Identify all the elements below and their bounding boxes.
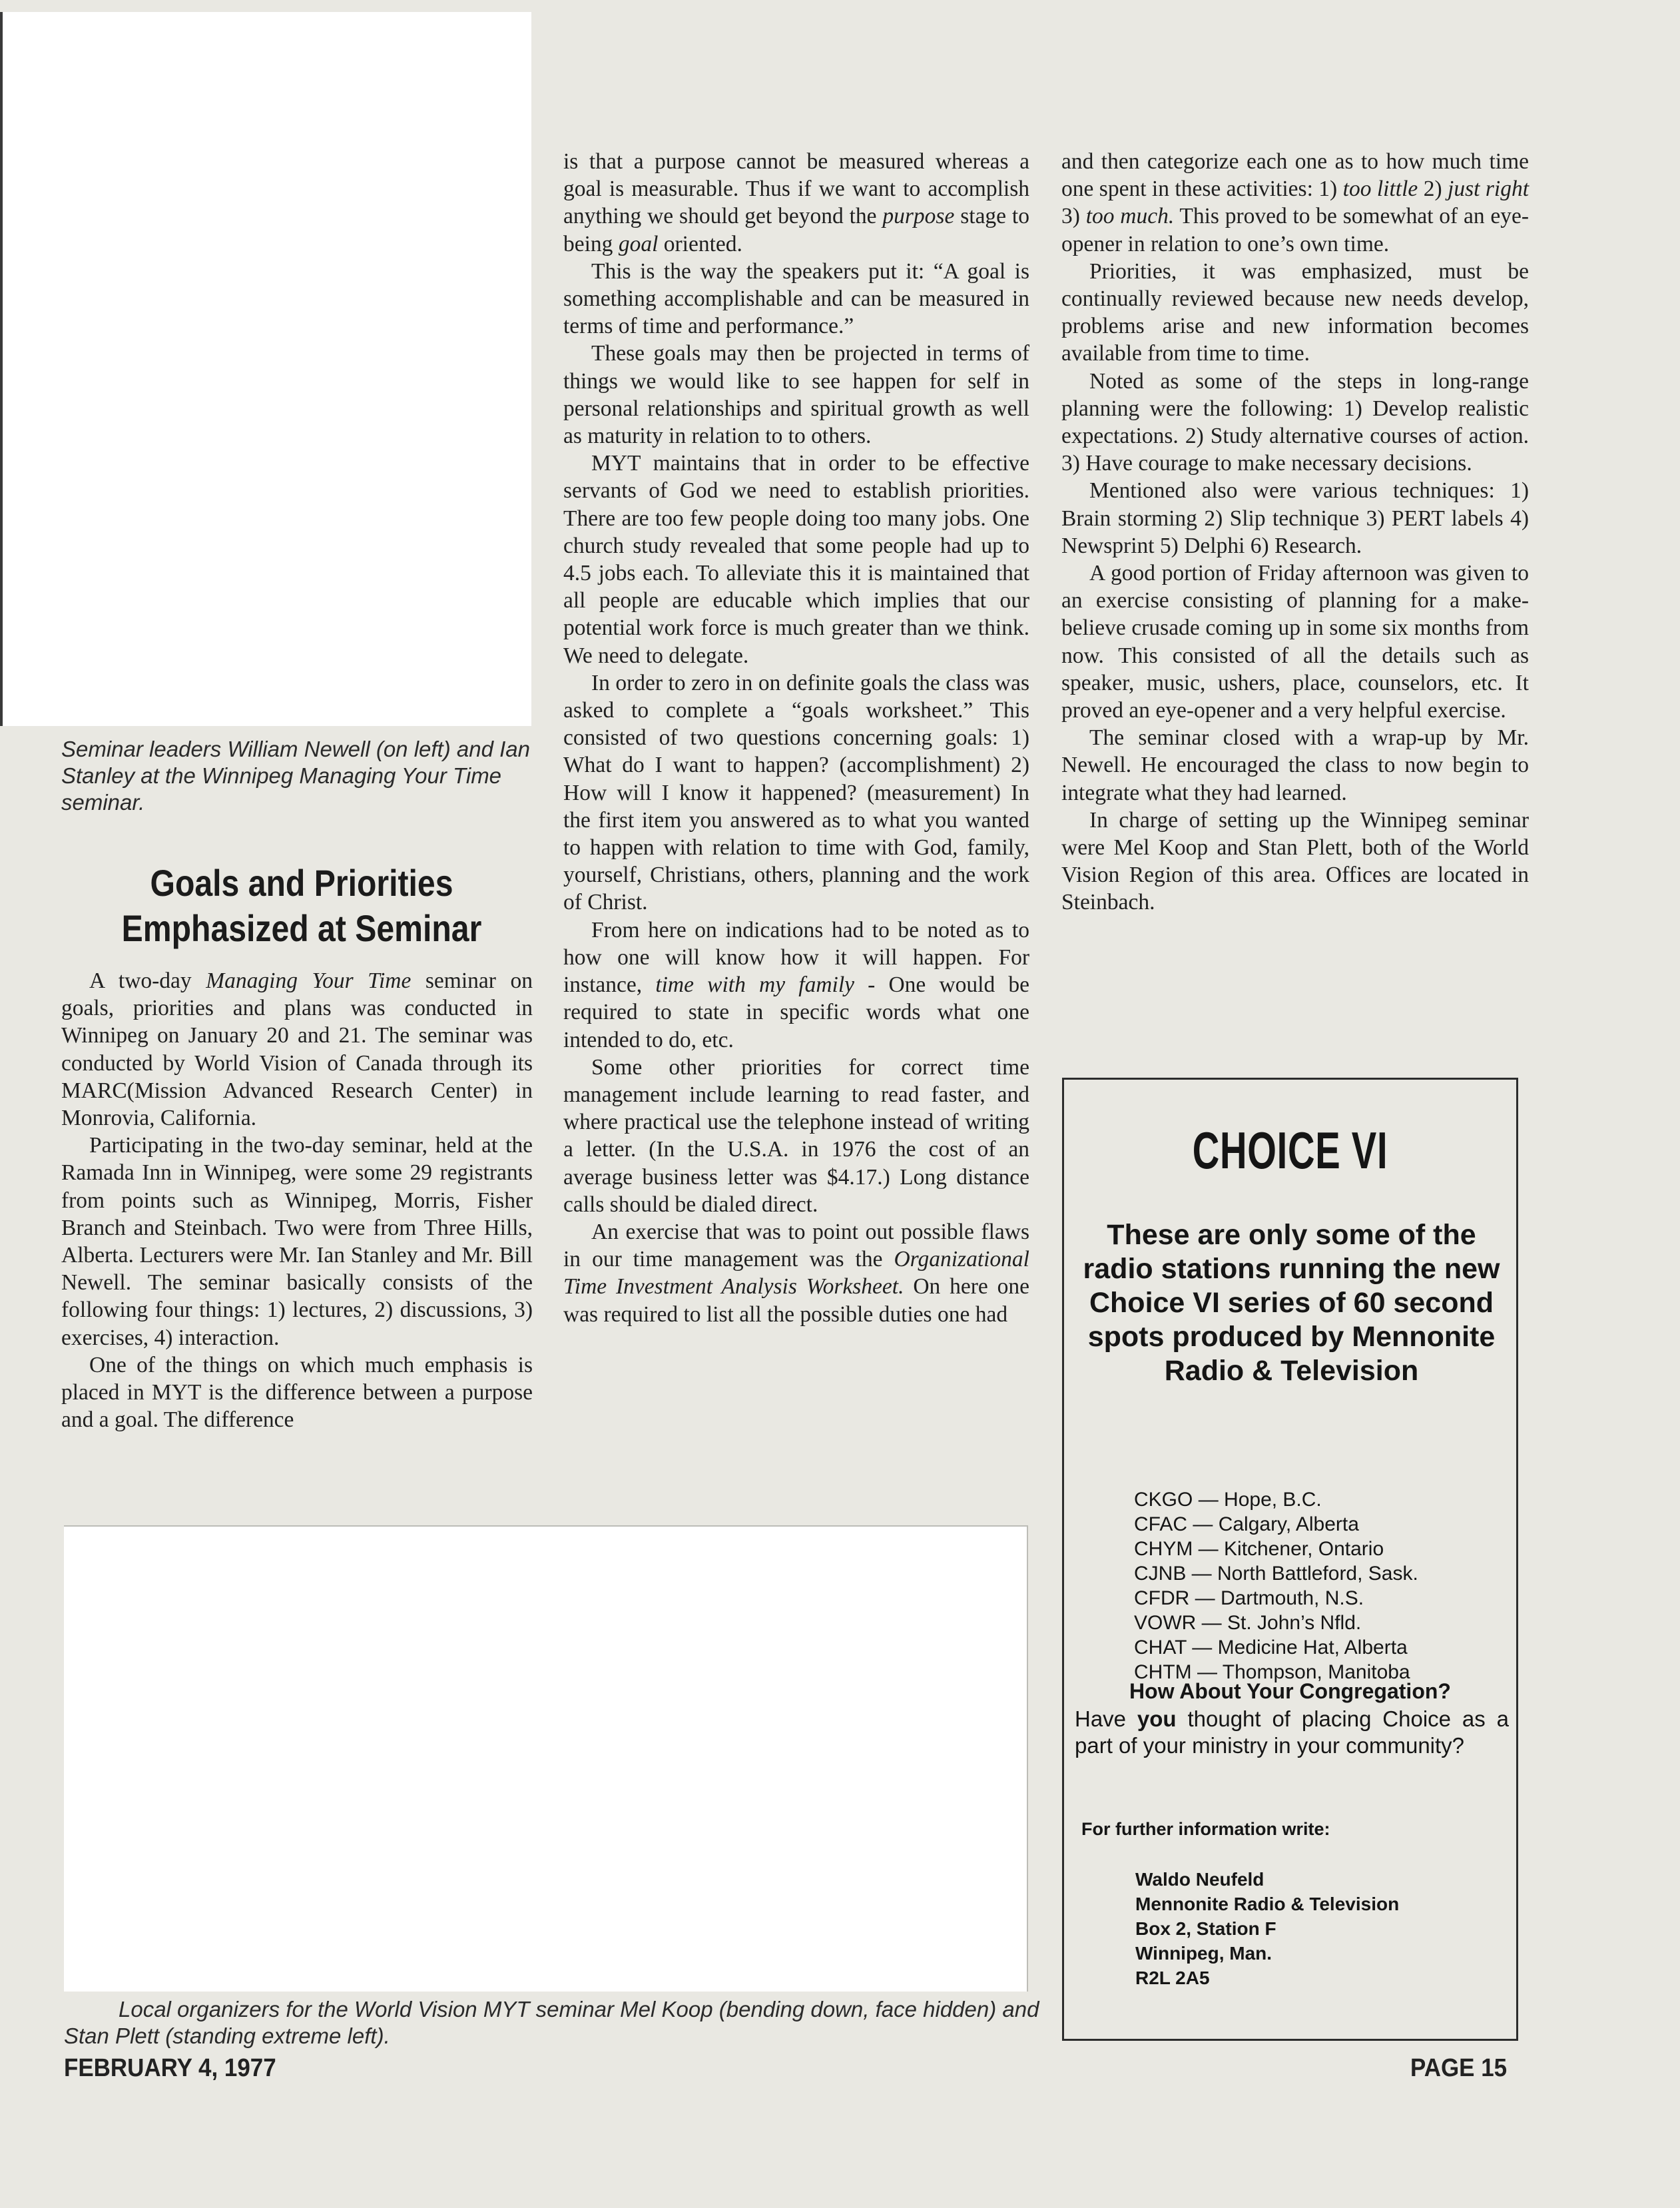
- paragraph: A good portion of Friday afternoon was given to an exercise consisting of planning for a make-believe crusade coming up in some six months from now. This consisted of all the details such as speaker, music, ushers, place, counselors, etc. It proved an eye-opener and a very helpful exercise.: [1061, 561, 1529, 723]
- station-location: St. John’s Nfld.: [1227, 1612, 1362, 1634]
- radio-station-item: [1134, 1561, 1507, 1586]
- ad-further-info-label: For further information write:: [1081, 1819, 1330, 1839]
- article-headline: [95, 861, 509, 951]
- ad-question: How About Your Congregation?: [1129, 1679, 1451, 1703]
- station-call-sign: VOWR: [1134, 1612, 1197, 1634]
- station-call-sign: CKGO: [1134, 1489, 1193, 1511]
- station-call-sign: CFDR: [1134, 1587, 1190, 1609]
- paragraph: An exercise that was to point out possible flaws in our time management was the Organizational Time Investment Analysis Worksheet. On here one was required to list all the possible duties one had: [563, 1219, 1029, 1327]
- station-separator: —: [1189, 1587, 1221, 1609]
- station-location: Hope, B.C.: [1224, 1489, 1322, 1511]
- station-separator: —: [1186, 1637, 1218, 1658]
- station-location: Kitchener, Ontario: [1224, 1538, 1384, 1560]
- station-call-sign: CJNB: [1134, 1563, 1187, 1585]
- paragraph: These goals may then be projected in terms of things we would like to see happen for self in personal relationships and spiritual growth as well as maturity in relation to to others.: [563, 341, 1029, 449]
- paragraph: Priorities, it was emphasized, must be continually reviewed because new needs develop, problems arise and new information becomes available from time to time.: [1061, 258, 1529, 366]
- radio-station-item: [1134, 1512, 1507, 1537]
- radio-station-item: [1134, 1611, 1507, 1635]
- paragraph: In order to zero in on definite goals the class was asked to complete a “goals worksheet.” This consisted of two questions concerning goals: 1) What do I want to happen? (accomplishment) 2) How will I know it happened? (measurement) In the first item you answered as to what you wanted to happen with relation to time with God, family, yourself, Christians, others, planning and the work of Christ.: [563, 670, 1029, 915]
- issue-date: FEBRUARY 4, 1977: [64, 2054, 276, 2082]
- photo-caption-top: Seminar leaders William Newell (on left) and Ian Stanley at the Winnipeg Managing Your Time seminar.: [61, 737, 530, 815]
- paragraph: A two-day Managing Your Time seminar on goals, priorities and plans was conducted in Winnipeg on January 20 and 21. The seminar was conducted by World Vision of Canada through its MARC(Mission Advanced Research Center) in Monrovia, California.: [61, 968, 533, 1131]
- paragraph: Noted as some of the steps in long-range planning were the following: 1) Develop realistic expectations. 2) Study alternative courses of action. 3) Have courage to make necessary decisions.: [1061, 368, 1529, 476]
- address-line: Mennonite Radio & Television: [1135, 1894, 1400, 1914]
- address-line: Waldo Neufeld: [1135, 1869, 1264, 1890]
- station-call-sign: CHTM: [1134, 1661, 1192, 1683]
- station-call-sign: CFAC: [1134, 1513, 1188, 1535]
- station-location: Dartmouth, N.S.: [1221, 1587, 1364, 1609]
- paragraph: Mentioned also were various techniques: 1) Brain storming 2) Slip technique 3) PERT labels 4) Newsprint 5) Delphi 6) Research.: [1061, 478, 1529, 558]
- address-line: Winnipeg, Man.: [1135, 1943, 1272, 1964]
- photo-caption-bottom: Local organizers for the World Vision MYT seminar Mel Koop (bending down, face hidden) and Stan Plett (standing extreme left).: [64, 1997, 1039, 2048]
- headline-line-1: Goals and Priorities: [150, 862, 453, 904]
- station-separator: —: [1196, 1612, 1227, 1634]
- station-separator: —: [1187, 1513, 1219, 1535]
- paragraph: Some other priorities for correct time management include learning to read faster, and where practical use the telephone instead of writing a letter. (In the U.S.A. in 1976 the cost of an average business letter was $4.17.) Long distance calls should be dialed direct.: [563, 1054, 1029, 1217]
- paragraph: In charge of setting up the Winnipeg seminar were Mel Koop and Stan Plett, both of the World Vision Region of this area. Offices are located in Steinbach.: [1061, 807, 1529, 915]
- choice-vi-advertisement: [1062, 1078, 1518, 2041]
- station-separator: —: [1193, 1489, 1225, 1511]
- ad-lead-text: These are only some of the radio stations running the new Choice VI series of 60 second spots produced by Mennonite Radio & Television: [1083, 1219, 1500, 1387]
- radio-station-item: [1134, 1537, 1507, 1561]
- paragraph: and then categorize each one as to how much time one spent in these activities: 1) too little 2) just right 3) too much. This proved to be somewhat of an eye-opener in relation to one’s own time.: [1061, 149, 1530, 256]
- article-column-2: [563, 148, 1029, 1328]
- headline-line-2: Emphasized at Seminar: [121, 907, 482, 949]
- address-line: Box 2, Station F: [1135, 1918, 1276, 1939]
- paragraph: This is the way the speakers put it: “A goal is something accomplishable and can be measured in terms of time and performance.”: [563, 258, 1029, 339]
- station-location: Medicine Hat, Alberta: [1217, 1637, 1408, 1658]
- photo-seminar-leaders: [0, 12, 531, 726]
- paragraph: One of the things on which much emphasis is placed in MYT is the difference between a purpose and a goal. The difference: [61, 1352, 533, 1433]
- station-location: North Battleford, Sask.: [1217, 1563, 1418, 1585]
- paragraph: The seminar closed with a wrap-up by Mr. Newell. He encouraged the class to now begin to integrate what they had learned.: [1061, 725, 1529, 805]
- ad-mailing-address: [1135, 1867, 1399, 1990]
- station-separator: —: [1186, 1563, 1218, 1585]
- radio-station-item: [1134, 1487, 1507, 1512]
- ad-body-text: Have you thought of placing Choice as a part of your ministry in your community?: [1075, 1706, 1509, 1758]
- ad-title: CHOICE VI: [1192, 1121, 1388, 1180]
- radio-station-item: [1134, 1635, 1507, 1660]
- page-number: PAGE 15: [1410, 2054, 1508, 2082]
- station-separator: —: [1191, 1661, 1223, 1683]
- station-location: Calgary, Alberta: [1218, 1513, 1359, 1535]
- paragraph: From here on indications had to be noted as to how one will know how it will happen. For instance, time with my family - One would be required to state in specific words what one intended to do, etc.: [563, 917, 1030, 1052]
- paragraph: MYT maintains that in order to be effective servants of God we need to establish priorities. There are too few people doing too many jobs. One church study revealed that some people had up to 4.5 jobs each. To alleviate this it is maintained that all people are educable which implies that our potential work force is much greater than we think. We need to delegate.: [563, 451, 1029, 668]
- radio-station-item: [1134, 1586, 1507, 1611]
- paragraph: Participating in the two-day seminar, held at the Ramada Inn in Winnipeg, were some 29 registrants from points such as Winnipeg, Morris, Fisher Branch and Steinbach. Two were from Three Hills, Alberta. Lecturers were Mr. Ian Stanley and Mr. Bill Newell. The seminar basically consists of the following four things: 1) lectures, 2) discussions, 3) exercises, 4) interaction.: [61, 1133, 533, 1350]
- paragraph: is that a purpose cannot be measured whereas a goal is measurable. Thus if we want to accomplish anything we should get beyond the purpose stage to being goal oriented.: [563, 149, 1029, 256]
- article-column-3: [1061, 148, 1529, 917]
- station-call-sign: CHYM: [1134, 1538, 1193, 1560]
- article-column-1: [61, 967, 533, 1433]
- radio-station-list: [1134, 1487, 1507, 1684]
- station-separator: —: [1193, 1538, 1225, 1560]
- station-call-sign: CHAT: [1134, 1637, 1187, 1658]
- photo-local-organizers: [64, 1525, 1028, 1992]
- address-line: R2L 2A5: [1135, 1968, 1210, 1988]
- station-location: Thompson, Manitoba: [1222, 1661, 1410, 1683]
